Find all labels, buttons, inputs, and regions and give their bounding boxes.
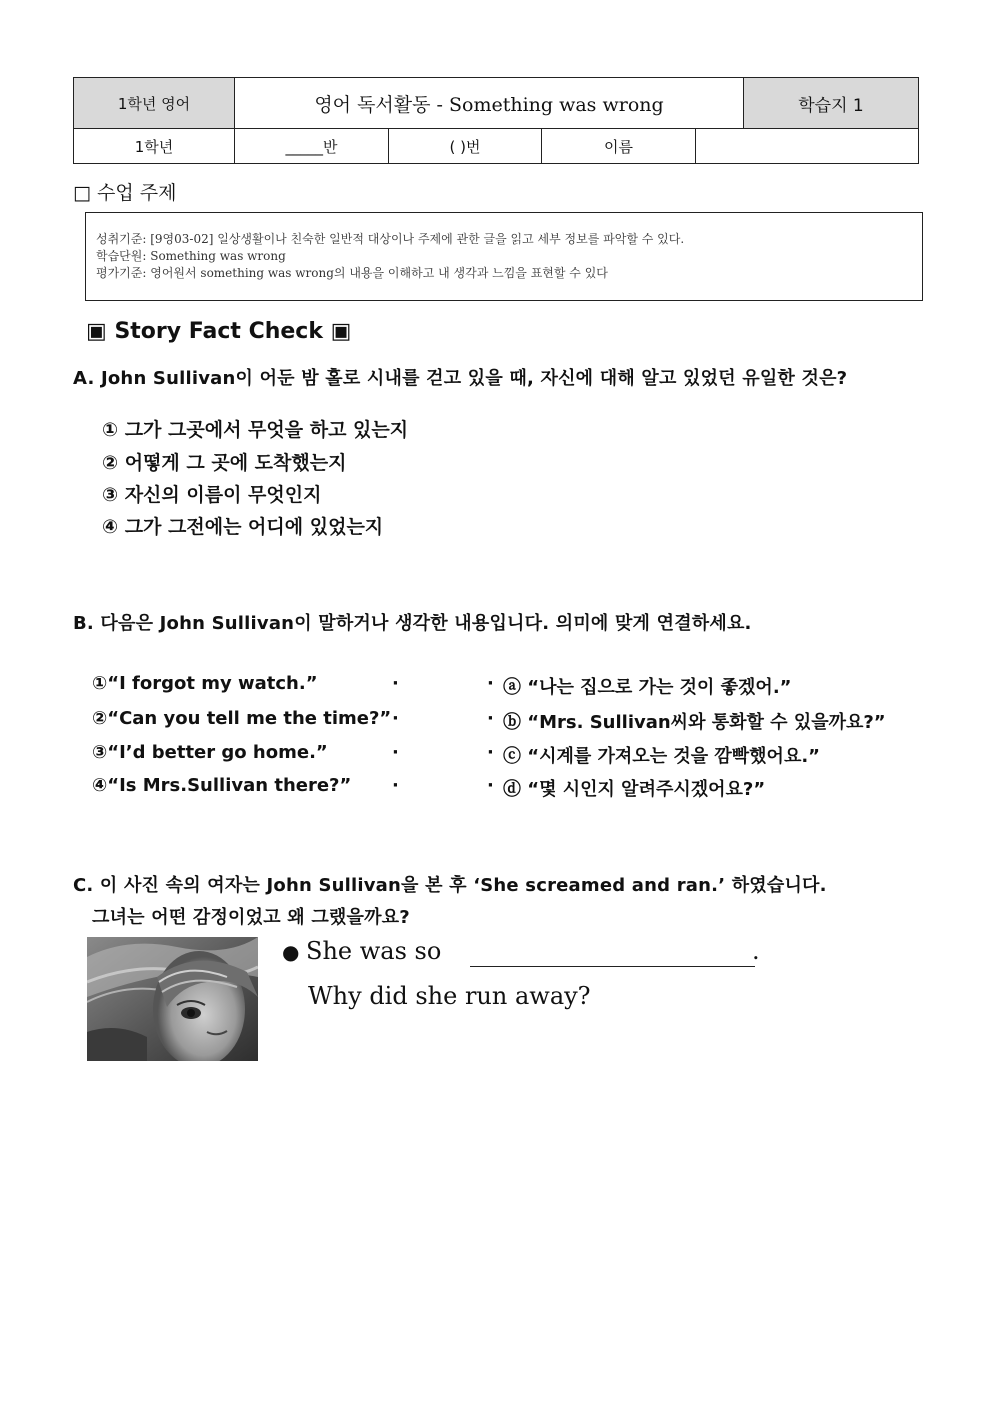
match-right-b[interactable]: ⓑ “Mrs. Sullivan씨와 통화할 수 있을까요?” xyxy=(503,712,886,733)
answer-prefix: She was so xyxy=(306,937,442,965)
match-right-a[interactable]: ⓐ “나는 집으로 가는 것이 좋겠어.” xyxy=(503,677,792,698)
grade-cell: 1학년 xyxy=(74,129,235,164)
answer-blank[interactable] xyxy=(470,966,755,967)
topic-box xyxy=(85,212,923,301)
bullet-icon: ● xyxy=(282,940,300,964)
match-left-2[interactable]: ②“Can you tell me the time?” xyxy=(92,708,392,729)
question-a: A. John Sullivan이 어둔 밤 홀로 시내를 걷고 있을 때, 자신에 대해 알고 있었던 유일한 것은? xyxy=(73,368,848,389)
followup-question: Why did she run away? xyxy=(308,982,591,1010)
match-right-c[interactable]: ⓒ “시계를 가져오는 것을 깜빡했어요.” xyxy=(503,746,820,767)
match-left-dot-1[interactable]: · xyxy=(392,673,399,694)
match-left-dot-2[interactable]: · xyxy=(392,708,399,729)
header-table xyxy=(73,77,919,164)
answer-suffix: . xyxy=(752,937,760,965)
option-a-3[interactable]: ③ 자신의 이름이 무엇인지 xyxy=(102,484,322,506)
match-right-dot-1[interactable]: · xyxy=(487,673,494,694)
section-title: ▣ Story Fact Check ▣ xyxy=(86,319,352,344)
match-left-dot-4[interactable]: · xyxy=(392,775,399,796)
option-a-4[interactable]: ④ 그가 그전에는 어디에 있었는지 xyxy=(102,516,384,538)
achievement-standard: 성취기준: [9영03-02] 일상생활이나 친숙한 일반적 대상이나 주제에 관한 글을 읽고 세부 정보를 파악할 수 있다. xyxy=(96,232,685,246)
match-left-4[interactable]: ④“Is Mrs.Sullivan there?” xyxy=(92,775,352,796)
option-a-1[interactable]: ① 그가 그곳에서 무엇을 하고 있는지 xyxy=(102,419,409,441)
woman-photo xyxy=(87,937,258,1061)
sheet-number-cell: 학습지 1 xyxy=(744,78,919,129)
match-right-dot-3[interactable]: · xyxy=(487,742,494,763)
question-c-line1: C. 이 사진 속의 여자는 John Sullivan을 본 후 ‘She screamed and ran.’ 하였습니다. xyxy=(73,875,827,896)
match-right-d[interactable]: ⓓ “몇 시인지 알려주시겠어요?” xyxy=(503,779,766,800)
worksheet-title: 영어 독서활동 - Something was wrong xyxy=(235,78,744,129)
question-b: B. 다음은 John Sullivan이 말하거나 생각한 내용입니다. 의미에 맞게 연결하세요. xyxy=(73,613,752,634)
evaluation-standard: 평가기준: 영어원서 something was wrong의 내용을 이해하고 내 생각과 느낌을 표현할 수 있다 xyxy=(96,266,608,280)
match-left-3[interactable]: ③“I’d better go home.” xyxy=(92,742,328,763)
question-c-line2: 그녀는 어떤 감정이었고 왜 그랬을까요? xyxy=(92,907,410,928)
name-label: 이름 xyxy=(542,129,696,164)
match-right-dot-2[interactable]: · xyxy=(487,708,494,729)
match-right-dot-4[interactable]: · xyxy=(487,775,494,796)
number-field[interactable]: ( )번 xyxy=(389,129,542,164)
study-unit: 학습단원: Something was wrong xyxy=(96,249,286,263)
name-field[interactable] xyxy=(696,129,919,164)
option-a-2[interactable]: ② 어떻게 그 곳에 도착했는지 xyxy=(102,452,347,474)
topic-heading: □ 수업 주제 xyxy=(73,182,177,204)
subject-cell: 1학년 영어 xyxy=(74,78,235,129)
match-left-dot-3[interactable]: · xyxy=(392,742,399,763)
class-field[interactable]: _____반 xyxy=(235,129,389,164)
match-left-1[interactable]: ①“I forgot my watch.” xyxy=(92,673,318,694)
